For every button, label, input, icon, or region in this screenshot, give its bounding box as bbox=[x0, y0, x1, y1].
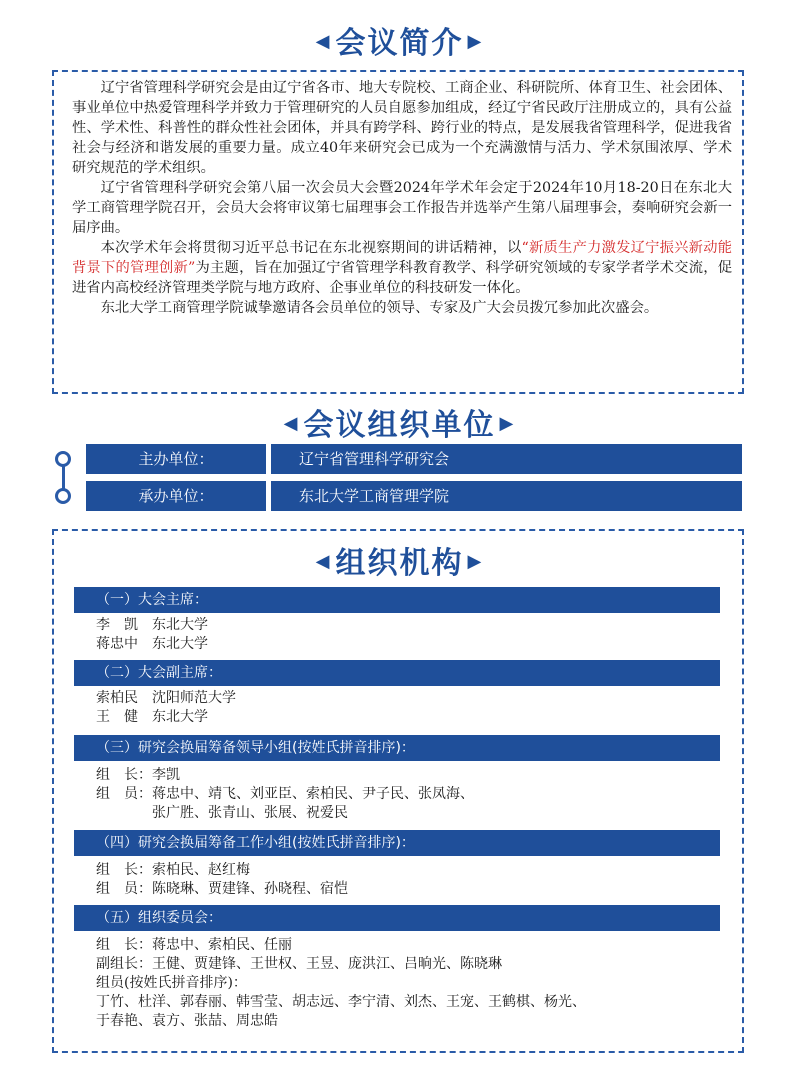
right-triangle-icon: ▶ bbox=[467, 31, 484, 52]
ring-icon bbox=[55, 451, 71, 467]
section-header-committee: （五）组织委员会： bbox=[74, 905, 720, 931]
host-value: 辽宁省管理科学研究会 bbox=[271, 444, 742, 474]
intro-p3-tail: 为主题，旨在加强辽宁省管理学科教育教学、科学研究领域的专家学者学术交流，促进省内高校经济管理类学院与地方政府、企事业单位的科技研发一体化。 bbox=[72, 260, 732, 296]
organizer-row bbox=[86, 481, 742, 511]
left-triangle-icon: ◀ bbox=[283, 413, 300, 434]
section-body-working-group bbox=[96, 861, 716, 899]
right-triangle-icon: ▶ bbox=[499, 413, 516, 434]
list-item: 组 长：索柏民、赵红梅 bbox=[96, 862, 250, 878]
list-item: 副组长：王健、贾建锋、王世权、王昱、庞洪江、吕晌光、陈晓琳 bbox=[96, 956, 502, 972]
section-header-working-group: （四）研究会换届筹备工作小组(按姓氏拼音排序)： bbox=[74, 830, 720, 856]
intro-paragraph-3 bbox=[72, 238, 732, 298]
intro-title: 会议简介 bbox=[335, 26, 464, 61]
host-row bbox=[86, 444, 742, 474]
list-item: 王 健 东北大学 bbox=[96, 709, 208, 725]
list-item: 张广胜、张青山、张展、祝爱民 bbox=[96, 805, 348, 821]
section-body-chairs bbox=[96, 616, 716, 654]
list-item: 丁竹、杜洋、郭春丽、韩雪莹、胡志远、李宁清、刘杰、王宠、王鹤棋、杨光、 bbox=[96, 994, 586, 1010]
left-triangle-icon: ◀ bbox=[315, 31, 332, 52]
ring-icon bbox=[55, 488, 71, 504]
conference-theme: “新质生产力激发辽宁振兴新动能背景下的管理创新” bbox=[72, 240, 733, 276]
intro-text bbox=[72, 78, 732, 318]
list-item: 索柏民 沈阳师范大学 bbox=[96, 690, 236, 706]
list-item: 组 员：蒋忠中、靖飞、刘亚臣、索柏民、尹子民、张凤海、 bbox=[96, 786, 474, 802]
host-label: 主办单位： bbox=[86, 444, 266, 474]
organizer-value: 东北大学工商管理学院 bbox=[271, 481, 742, 511]
intro-paragraph-1: 辽宁省管理科学研究会是由辽宁省各市、地大专院校、工商企业、科研院所、体育卫生、社会团体、事业单位中热爱管理科学并致力于管理研究的人员自愿参加组成，经辽宁省民政厅注册成立的，具有公益性、学术性、科普性的群众性社会团体，并具有跨学科、跨行业的特点，是发展我省管理科学，促进我省社会与经济和谐发展的重要力量。成立40年来研究会已成为一个充满激情与活力、学术氛围浓厚、学术研究规范的学术组织。 bbox=[72, 80, 732, 176]
section-header-chairs: （一）大会主席： bbox=[74, 587, 720, 613]
left-triangle-icon: ◀ bbox=[315, 551, 332, 572]
structure-heading bbox=[0, 538, 799, 582]
list-item: 组 员：陈晓琳、贾建锋、孙晓程、宿恺 bbox=[96, 881, 348, 897]
intro-heading bbox=[0, 18, 799, 62]
section-header-leading-group: （三）研究会换届筹备领导小组(按姓氏拼音排序)： bbox=[74, 735, 720, 761]
organizer-label: 承办单位： bbox=[86, 481, 266, 511]
section-header-vice-chairs: （二）大会副主席： bbox=[74, 660, 720, 686]
list-item: 蒋忠中 东北大学 bbox=[96, 636, 208, 652]
section-body-vice-chairs bbox=[96, 689, 716, 727]
section-body-committee bbox=[96, 936, 716, 1031]
org-units-title: 会议组织单位 bbox=[303, 408, 496, 443]
intro-paragraph-4: 东北大学工商管理学院诚挚邀请各会员单位的领导、专家及广大会员拨冗参加此次盛会。 bbox=[100, 300, 659, 316]
org-units-heading bbox=[0, 400, 799, 444]
list-item: 组 长：李凯 bbox=[96, 767, 180, 783]
list-item: 李 凯 东北大学 bbox=[96, 617, 208, 633]
intro-paragraph-2: 辽宁省管理科学研究会第八届一次会员大会暨2024年学术年会定于2024年10月18-20日在东北大学工商管理学院召开，会员大会将审议第七届理事会工作报告并选举产生第八届理事会，奏响研究会新一届序曲。 bbox=[72, 180, 732, 236]
list-item: 于春艳、袁方、张喆、周忠皓 bbox=[96, 1013, 278, 1029]
list-item: 组 长：蒋忠中、索柏民、任丽 bbox=[96, 937, 292, 953]
structure-title: 组织机构 bbox=[335, 546, 464, 581]
list-item: 组员(按姓氏拼音排序)： bbox=[96, 975, 247, 991]
right-triangle-icon: ▶ bbox=[467, 551, 484, 572]
intro-p3-lead: 本次学术年会将贯彻习近平总书记在东北视察期间的讲话精神，以 bbox=[100, 240, 522, 256]
section-body-leading-group bbox=[96, 766, 716, 823]
